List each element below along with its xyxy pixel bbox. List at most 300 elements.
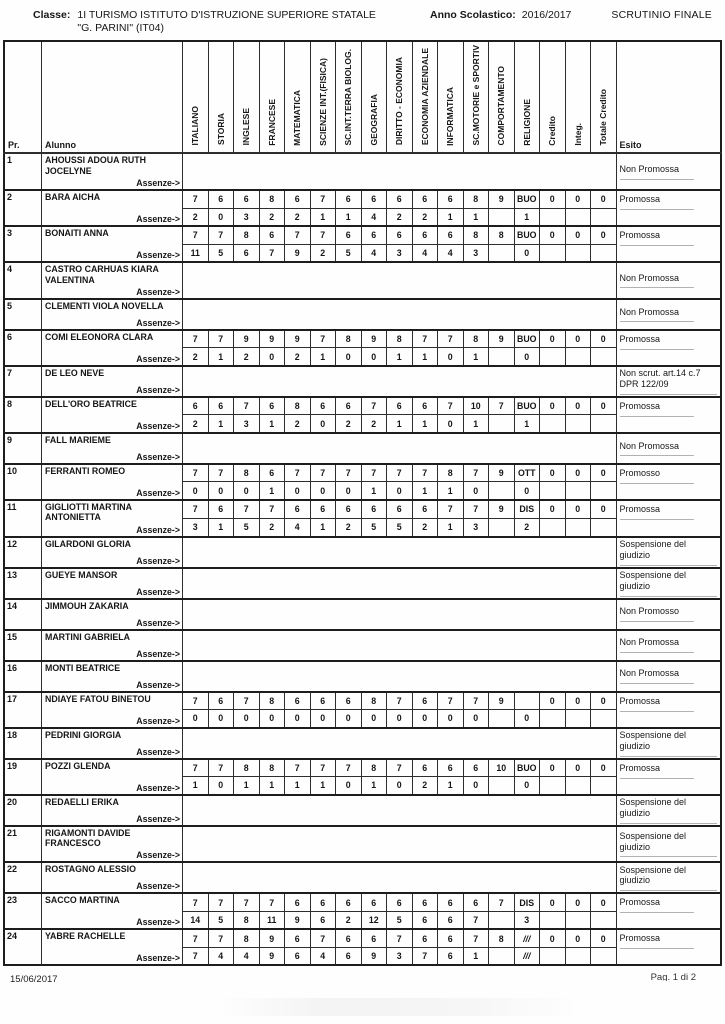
column-header-matematica: [285, 41, 311, 153]
grade-cell: 7: [463, 500, 489, 518]
assenze-cell: 2: [361, 415, 387, 433]
assenze-cell: 0: [438, 348, 464, 366]
assenze-cell: 2: [183, 348, 209, 366]
assenze-cell: 2: [412, 518, 438, 536]
assenze-cell: 2: [336, 518, 362, 536]
grade-cell: 7: [208, 929, 234, 947]
student-name: REDAELLI ERIKA: [45, 796, 119, 807]
grade-cell: 0: [540, 464, 566, 482]
assenze-cell: 9: [361, 947, 387, 965]
pr-cell: 21: [4, 826, 42, 863]
assenze-cell: 5: [387, 911, 413, 929]
grade-cell: 7: [463, 464, 489, 482]
esito-cell: [616, 366, 721, 397]
esito-text: Non Promossa: [620, 307, 694, 323]
assenze-cell: 0: [361, 710, 387, 728]
esito-text: Non Promossa: [620, 441, 694, 457]
grade-cell: 6: [361, 226, 387, 244]
assenze-cell: 5: [234, 518, 260, 536]
assenze-cell: 0: [361, 348, 387, 366]
assenze-cell: 2: [336, 415, 362, 433]
assenze-cell: [540, 348, 566, 366]
grade-cell: 7: [310, 190, 336, 208]
assenze-cell: 0: [259, 710, 285, 728]
grade-cell: 8: [234, 226, 260, 244]
assenze-cell: 6: [234, 244, 260, 262]
assenze-label: Assenze->: [136, 555, 180, 566]
grade-cell: 6: [438, 759, 464, 777]
empty-grades-cell: [183, 568, 617, 599]
grade-cell: DIS: [514, 893, 540, 911]
assenze-cell: 0: [336, 482, 362, 500]
grade-cell: 7: [208, 893, 234, 911]
student-name-cell: [42, 366, 183, 397]
assenze-cell: 3: [183, 518, 209, 536]
grade-cell: 0: [540, 226, 566, 244]
assenze-cell: 2: [514, 518, 540, 536]
assenze-cell: 6: [412, 911, 438, 929]
subject-label: ECONOMIA AZIENDALE: [419, 48, 430, 146]
classe-group: [33, 9, 376, 35]
assenze-cell: 6: [310, 911, 336, 929]
grade-cell: 0: [591, 893, 617, 911]
grade-cell: 6: [285, 929, 311, 947]
assenze-cell: 0: [208, 208, 234, 226]
grade-cell: 9: [259, 929, 285, 947]
grade-cell: 6: [412, 759, 438, 777]
grade-cell: 6: [208, 397, 234, 415]
grade-cell: 0: [565, 397, 591, 415]
student-name: MARTINI GABRIELA: [45, 631, 131, 642]
assenze-cell: 4: [234, 947, 260, 965]
esito-text: Non scrut. art.14 c.7 DPR 122/09: [620, 368, 718, 395]
assenze-cell: 5: [208, 911, 234, 929]
pr-cell: 19: [4, 759, 42, 795]
esito-cell: [616, 397, 721, 433]
assenze-label: Assenze->: [136, 214, 180, 225]
assenze-label: Assenze->: [136, 746, 180, 757]
grade-cell: 6: [438, 893, 464, 911]
student-name: PEDRINI GIORGIA: [45, 729, 122, 740]
esito-text: Sospensione del giudizio: [620, 831, 718, 858]
esito-text: Non Promossa: [620, 273, 694, 289]
grade-cell: 7: [183, 500, 209, 518]
assenze-cell: 0: [310, 415, 336, 433]
subject-label: SC.MOTORIE e SPORTIV: [470, 45, 481, 146]
grade-cell: 6: [310, 692, 336, 710]
assenze-cell: 5: [387, 518, 413, 536]
student-name: COMI ELEONORA CLARA: [45, 331, 154, 342]
grade-cell: 0: [591, 190, 617, 208]
grade-cell: [514, 692, 540, 710]
student-name-cell: [42, 500, 183, 537]
student-row: [4, 537, 721, 568]
empty-grades-cell: [183, 299, 617, 330]
assenze-cell: 1: [310, 777, 336, 795]
assenze-cell: 1: [208, 415, 234, 433]
assenze-label: Assenze->: [136, 250, 180, 261]
esito-text: Sospensione del giudizio: [620, 797, 718, 824]
empty-grades-cell: [183, 366, 617, 397]
assenze-cell: 3: [387, 947, 413, 965]
assenze-cell: 2: [387, 208, 413, 226]
grade-cell: 0: [591, 692, 617, 710]
grade-cell: 7: [310, 759, 336, 777]
pr-cell: 10: [4, 464, 42, 500]
classe-value: [77, 9, 376, 35]
assenze-cell: 0: [208, 710, 234, 728]
assenze-cell: 2: [259, 518, 285, 536]
assenze-cell: 0: [463, 710, 489, 728]
grade-cell: 7: [183, 190, 209, 208]
grade-cell: 8: [438, 464, 464, 482]
assenze-cell: 1: [463, 208, 489, 226]
pr-cell: 6: [4, 330, 42, 366]
grade-cell: 9: [361, 330, 387, 348]
grade-cell: 6: [412, 397, 438, 415]
assenze-cell: 8: [234, 911, 260, 929]
subject-label: STORIA: [215, 113, 226, 146]
assenze-label: Assenze->: [136, 679, 180, 690]
grade-cell: 0: [540, 397, 566, 415]
grade-cell: 6: [310, 893, 336, 911]
assenze-cell: [540, 415, 566, 433]
assenze-cell: [565, 208, 591, 226]
student-name: DELL'ORO BEATRICE: [45, 398, 137, 409]
student-name-cell: [42, 262, 183, 299]
assenze-cell: [591, 777, 617, 795]
grade-cell: 0: [591, 929, 617, 947]
esito-cell: [616, 500, 721, 537]
grade-cell: 6: [412, 500, 438, 518]
empty-grades-cell: [183, 630, 617, 661]
assenze-cell: [565, 348, 591, 366]
pr-cell: 15: [4, 630, 42, 661]
esito-cell: [616, 862, 721, 893]
grade-cell: 6: [336, 929, 362, 947]
grades-table: [3, 40, 722, 966]
esito-text: Promossa: [620, 897, 694, 913]
assenze-cell: 0: [336, 777, 362, 795]
assenze-cell: 12: [361, 911, 387, 929]
student-row: [4, 153, 721, 190]
anno-scolastico-value: 2016/2017: [521, 9, 572, 21]
assenze-label: Assenze->: [136, 782, 180, 793]
grade-cell: 6: [285, 500, 311, 518]
grade-cell: 6: [361, 929, 387, 947]
assenze-cell: 4: [208, 947, 234, 965]
esito-text: Non Promossa: [620, 164, 694, 180]
assenze-cell: [591, 244, 617, 262]
grade-cell: 9: [489, 330, 515, 348]
pr-cell: 17: [4, 692, 42, 728]
grade-cell: 6: [259, 226, 285, 244]
assenze-cell: 0: [387, 777, 413, 795]
grade-cell: 7: [183, 893, 209, 911]
esito-cell: [616, 330, 721, 366]
grade-cell: 7: [183, 759, 209, 777]
assenze-cell: 0: [285, 482, 311, 500]
assenze-cell: 2: [310, 244, 336, 262]
student-row: [4, 299, 721, 330]
student-name: BONAITI ANNA: [45, 228, 109, 239]
grade-cell: 0: [565, 929, 591, 947]
assenze-cell: [591, 482, 617, 500]
assenze-cell: 0: [183, 482, 209, 500]
esito-text: Non Promossa: [620, 637, 694, 653]
assenze-cell: 0: [208, 777, 234, 795]
assenze-cell: [489, 518, 515, 536]
column-header-alunno: Alunno: [42, 41, 183, 153]
student-name-cell: [42, 599, 183, 630]
grade-cell: 7: [361, 464, 387, 482]
student-name-cell: [42, 759, 183, 795]
grade-cell: 6: [361, 500, 387, 518]
student-row: [4, 568, 721, 599]
assenze-label: Assenze->: [136, 317, 180, 328]
assenze-cell: 0: [438, 415, 464, 433]
grade-cell: 6: [463, 893, 489, 911]
subject-label: SC.INT.TERRA BIOLOG.: [343, 48, 353, 146]
assenze-cell: 0: [208, 482, 234, 500]
grade-cell: 8: [336, 330, 362, 348]
student-row: [4, 862, 721, 893]
grade-cell: 7: [183, 929, 209, 947]
assenze-label: Assenze->: [136, 178, 180, 189]
student-name-cell: [42, 692, 183, 728]
student-name: NDIAYE FATOU BINETOU: [45, 693, 151, 704]
assenze-label: Assenze->: [136, 917, 180, 928]
anno-scolastico-label: Anno Scolastico:: [430, 9, 516, 21]
pr-cell: 22: [4, 862, 42, 893]
assenze-cell: [540, 518, 566, 536]
grade-cell: 6: [208, 190, 234, 208]
student-name-cell: [42, 299, 183, 330]
assenze-cell: [591, 415, 617, 433]
assenze-cell: 0: [387, 710, 413, 728]
grade-cell: 9: [489, 500, 515, 518]
assenze-cell: 7: [412, 947, 438, 965]
esito-text: Sospensione del giudizio: [620, 865, 718, 892]
student-row: [4, 929, 721, 947]
assenze-cell: 4: [438, 244, 464, 262]
grade-cell: 0: [565, 464, 591, 482]
assenze-cell: [540, 911, 566, 929]
esito-cell: [616, 728, 721, 759]
grade-cell: 6: [387, 226, 413, 244]
student-name: YABRE RACHELLE: [45, 931, 126, 942]
assenze-cell: 7: [259, 244, 285, 262]
grade-cell: 7: [438, 397, 464, 415]
assenze-cell: 6: [285, 947, 311, 965]
grade-cell: 8: [234, 929, 260, 947]
grade-cell: BUO: [514, 759, 540, 777]
grade-cell: 7: [387, 929, 413, 947]
student-row: [4, 226, 721, 244]
assenze-cell: 1: [463, 415, 489, 433]
assenze-cell: 3: [234, 208, 260, 226]
grade-cell: 7: [259, 500, 285, 518]
grade-cell: 7: [208, 759, 234, 777]
assenze-cell: 2: [336, 911, 362, 929]
grade-cell: 6: [387, 500, 413, 518]
grade-cell: 8: [361, 759, 387, 777]
assenze-cell: [540, 777, 566, 795]
subject-label: ITALIANO: [190, 105, 200, 146]
column-header-esito: Esito: [616, 41, 721, 153]
assenze-label: Assenze->: [136, 813, 180, 824]
student-name: GIGLIOTTI MARTINA ANTONIETTA: [45, 501, 132, 523]
assenze-cell: [489, 911, 515, 929]
pr-cell: 14: [4, 599, 42, 630]
student-row: [4, 728, 721, 759]
subject-label: Credito: [547, 115, 557, 146]
assenze-cell: 1: [412, 348, 438, 366]
grade-cell: 0: [565, 500, 591, 518]
assenze-cell: 3: [463, 518, 489, 536]
grade-cell: 8: [463, 330, 489, 348]
esito-text: Promossa: [620, 194, 694, 210]
assenze-cell: 6: [438, 911, 464, 929]
assenze-cell: [489, 244, 515, 262]
empty-grades-cell: [183, 153, 617, 190]
subject-label: Integ.: [572, 122, 583, 146]
student-name-cell: [42, 153, 183, 190]
assenze-cell: 0: [412, 710, 438, 728]
column-header-religione: [514, 41, 540, 153]
pr-cell: 13: [4, 568, 42, 599]
assenze-cell: [489, 208, 515, 226]
grade-cell: BUO: [514, 397, 540, 415]
grade-cell: 8: [361, 692, 387, 710]
assenze-cell: [565, 518, 591, 536]
student-name-cell: [42, 568, 183, 599]
student-name: SACCO MARTINA: [45, 895, 120, 906]
grade-cell: 9: [259, 330, 285, 348]
empty-grades-cell: [183, 795, 617, 826]
assenze-cell: 9: [285, 911, 311, 929]
grade-cell: 7: [183, 330, 209, 348]
assenze-cell: 0: [514, 482, 540, 500]
assenze-cell: 11: [183, 244, 209, 262]
student-name: POZZI GLENDA: [45, 760, 111, 771]
assenze-cell: 0: [234, 482, 260, 500]
esito-text: Promossa: [620, 334, 694, 350]
assenze-cell: [540, 244, 566, 262]
esito-cell: [616, 661, 721, 692]
assenze-label: Assenze->: [136, 881, 180, 892]
assenze-cell: 1: [285, 777, 311, 795]
assenze-cell: 6: [438, 947, 464, 965]
grade-cell: 7: [489, 893, 515, 911]
student-name: CASTRO CARHUAS KIARA VALENTINA: [45, 264, 159, 285]
assenze-cell: 1: [438, 208, 464, 226]
esito-text: Promossa: [620, 401, 694, 417]
assenze-cell: 9: [259, 947, 285, 965]
assenze-cell: 0: [285, 710, 311, 728]
grade-cell: 0: [565, 226, 591, 244]
column-header-credito: [540, 41, 566, 153]
column-header-sc-motorie-e-sportiv: [463, 41, 489, 153]
student-name-cell: [42, 397, 183, 433]
assenze-label: Assenze->: [136, 715, 180, 726]
assenze-cell: [591, 518, 617, 536]
grade-cell: 6: [412, 893, 438, 911]
grade-cell: 6: [336, 500, 362, 518]
assenze-cell: 1: [514, 208, 540, 226]
grade-cell: 0: [591, 397, 617, 415]
student-row: [4, 826, 721, 863]
student-name-cell: [42, 464, 183, 500]
esito-cell: [616, 433, 721, 464]
student-row: [4, 190, 721, 208]
esito-cell: [616, 759, 721, 795]
student-name: RIGAMONTI DAVIDE FRANCESCO: [45, 827, 131, 849]
esito-text: Promossa: [620, 933, 694, 949]
empty-grades-cell: [183, 661, 617, 692]
grade-cell: 9: [489, 464, 515, 482]
assenze-cell: 0: [514, 348, 540, 366]
student-name: AHOUSSI ADOUA RUTH JOCELYNE: [45, 155, 147, 176]
grade-cell: 6: [361, 893, 387, 911]
grade-cell: 6: [208, 500, 234, 518]
grade-cell: 9: [234, 330, 260, 348]
grade-cell: 6: [336, 190, 362, 208]
assenze-cell: 9: [285, 244, 311, 262]
assenze-cell: 2: [183, 415, 209, 433]
esito-text: Promossa: [620, 504, 694, 520]
grade-cell: 0: [565, 692, 591, 710]
assenze-label: Assenze->: [136, 850, 180, 861]
grade-cell: 6: [310, 500, 336, 518]
assenze-cell: 4: [285, 518, 311, 536]
assenze-label: Assenze->: [136, 353, 180, 364]
student-name-cell: [42, 661, 183, 692]
grade-cell: BUO: [514, 226, 540, 244]
student-name: GUEYE MANSOR: [45, 569, 118, 580]
assenze-cell: 7: [183, 947, 209, 965]
grade-cell: 6: [336, 226, 362, 244]
grade-cell: 7: [438, 500, 464, 518]
grade-cell: 6: [361, 190, 387, 208]
assenze-cell: [591, 208, 617, 226]
assenze-cell: [591, 947, 617, 965]
student-name: BARA AICHA: [45, 192, 101, 203]
grade-cell: 0: [591, 226, 617, 244]
student-row: [4, 397, 721, 415]
grade-cell: 10: [489, 759, 515, 777]
assenze-cell: [489, 777, 515, 795]
grade-cell: 7: [310, 929, 336, 947]
assenze-cell: 5: [208, 244, 234, 262]
assenze-cell: [565, 777, 591, 795]
grade-cell: 6: [259, 397, 285, 415]
grade-cell: 8: [234, 464, 260, 482]
assenze-label: Assenze->: [136, 451, 180, 462]
classe-label: Classe:: [33, 9, 71, 21]
student-name-cell: [42, 893, 183, 929]
grade-cell: 0: [591, 500, 617, 518]
assenze-cell: 1: [259, 482, 285, 500]
students-tbody: [4, 153, 721, 965]
assenze-cell: 1: [412, 415, 438, 433]
assenze-cell: 0: [310, 710, 336, 728]
student-name-cell: [42, 630, 183, 661]
student-row: [4, 661, 721, 692]
grade-cell: 6: [336, 893, 362, 911]
assenze-cell: 2: [285, 415, 311, 433]
assenze-cell: 14: [183, 911, 209, 929]
